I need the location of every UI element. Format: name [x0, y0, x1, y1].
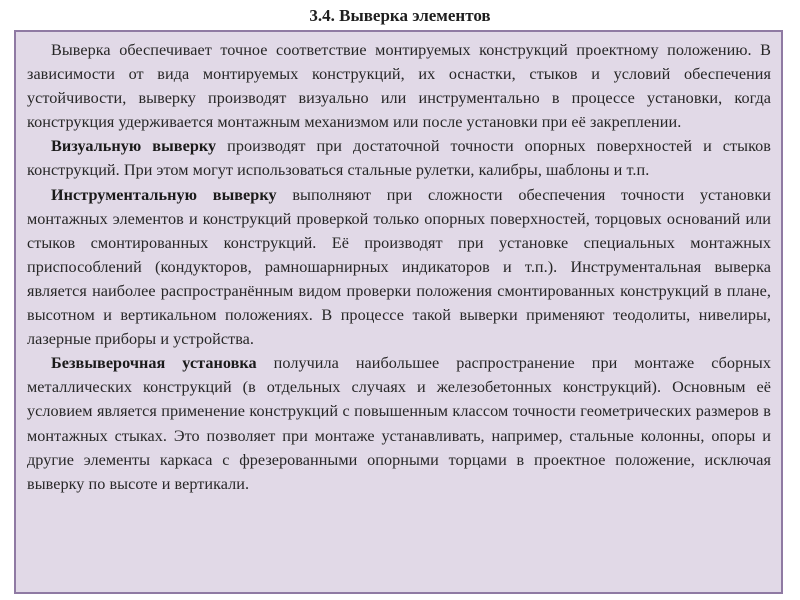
paragraph-visual-alignment	[27, 134, 771, 182]
paragraph-text: производят при достаточной точности опорных поверхностей и стыков конструкций. При этом могут использоваться стальные рулетки, калибры, шаблоны и т.п.	[27, 137, 771, 180]
section-title: 3.4. Выверка элементов	[309, 6, 491, 25]
paragraph-text: выполняют при сложности обеспечения точности установки монтажных элементов и конструкций проверкой только опорных поверхностей, торцовых оснований или стыков смонтированных конструкций. Её производят при установке специальных монтажных приспособлений (кондукторов, рамношарнирных индикаторов и т.п.). Инструментальная выверка является наиболее распространённым видом проверки положения смонтированных конструкций в плане, высотном и вертикальном положениях. В процессе такой выверки применяют теодолиты, нивелиры, лазерные приборы и устройства.	[27, 185, 771, 349]
paragraph-text: получила наибольшее распространение при монтаже сборных металлических конструкций (в отдельных случаях и железобетонных конструкций). Основным её условием является применение конструкций с повышенным классом точности геометрических размеров в монтажных стыках. Это позволяет при монтаже устанавливать, например, стальные колонны, опоры и другие элементы каркаса с фрезерованными опорными торцами в проектное положение, исключая выверку по высоте и вертикали.	[27, 354, 771, 493]
paragraph-term: Инструментальную выверку	[51, 185, 277, 204]
paragraph-text: Выверка обеспечивает точное соответствие монтируемых конструкций проектному положению. В зависимости от вида монтируемых конструкций, их оснастки, стыков и условий обеспечения устойчивости, выверку производят визуально или инструментально в процессе установки, когда конструкция удерживается монтажным механизмом или после установки при её закреплении.	[27, 41, 771, 132]
paragraph-intro	[27, 38, 771, 134]
paragraph-alignment-free-installation	[27, 351, 771, 496]
text-box	[14, 30, 783, 594]
paragraph-term: Визуальную выверку	[51, 137, 217, 156]
paragraph-instrumental-alignment	[27, 183, 771, 352]
paragraph-term: Безвыверочная установка	[51, 354, 257, 373]
